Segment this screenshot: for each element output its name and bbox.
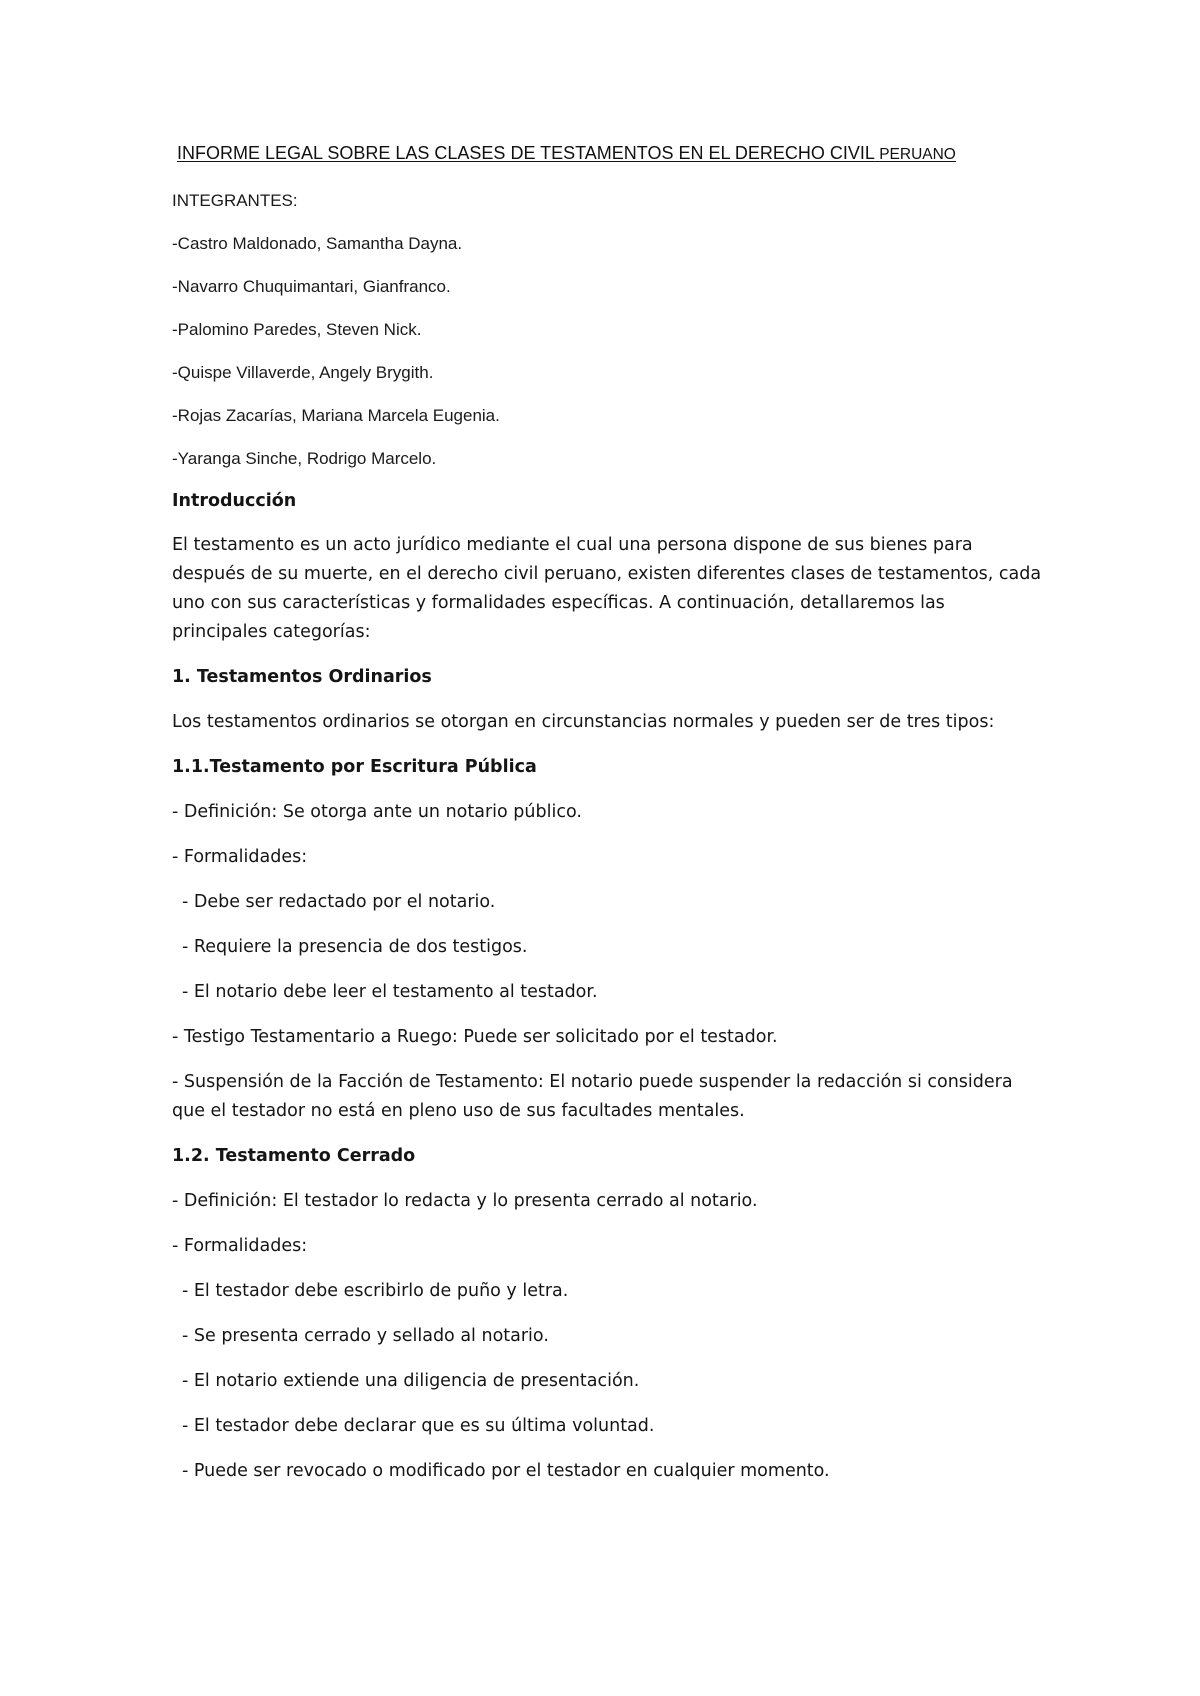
section-1-2-item: - El testador debe escribirlo de puño y letra. <box>182 1281 569 1301</box>
integrante-item: -Navarro Chuquimantari, Gianfranco. <box>172 277 451 296</box>
title-tail: PERUANO <box>879 146 956 163</box>
section-1-2-heading: 1.2. Testamento Cerrado <box>172 1146 416 1166</box>
section-1-1-item: - El notario debe leer el testamento al testador. <box>182 982 598 1002</box>
section-1-1-heading: 1.1.Testamento por Escritura Pública <box>172 757 537 777</box>
integrantes-block <box>172 190 1032 491</box>
section-1-2-item: - El notario extiende una diligencia de presentación. <box>182 1371 640 1391</box>
section-1-1-suspension: - Suspensión de la Facción de Testamento: El notario puede suspender la redacción si considera que el testador no está en pleno uso de sus facultades mentales. <box>172 1072 1013 1121</box>
section-1-1-definicion: - Definición: Se otorga ante un notario público. <box>172 802 582 822</box>
integrante-item: -Palomino Paredes, Steven Nick. <box>172 320 422 339</box>
section-1-paragraph: Los testamentos ordinarios se otorgan en circunstancias normales y pueden ser de tres tipos: <box>172 712 995 732</box>
section-1-2-item: - El testador debe declarar que es su última voluntad. <box>182 1416 655 1436</box>
title-main: INFORME LEGAL SOBRE LAS CLASES DE TESTAMENTOS EN EL DERECHO CIVIL <box>177 143 875 163</box>
document-body <box>172 487 1042 1486</box>
integrante-item: -Castro Maldonado, Samantha Dayna. <box>172 234 463 253</box>
section-1-heading: 1. Testamentos Ordinarios <box>172 667 432 687</box>
section-1-1-testigo: - Testigo Testamentario a Ruego: Puede ser solicitado por el testador. <box>172 1027 778 1047</box>
section-1-1-item: - Requiere la presencia de dos testigos. <box>182 937 528 957</box>
section-1-2-definicion: - Definición: El testador lo redacta y lo presenta cerrado al notario. <box>172 1191 758 1211</box>
section-1-2-formalidades: - Formalidades: <box>172 1236 308 1256</box>
section-1-2-item: - Puede ser revocado o modificado por el testador en cualquier momento. <box>182 1461 830 1481</box>
section-1-2-item: - Se presenta cerrado y sellado al notario. <box>182 1326 549 1346</box>
section-1-1-item: - Debe ser redactado por el notario. <box>182 892 496 912</box>
integrante-item: -Yaranga Sinche, Rodrigo Marcelo. <box>172 449 437 468</box>
integrante-item: -Rojas Zacarías, Mariana Marcela Eugenia. <box>172 406 500 425</box>
integrantes-label: INTEGRANTES: <box>172 191 298 210</box>
intro-paragraph: El testamento es un acto jurídico mediante el cual una persona dispone de sus bienes para después de su muerte, en el derecho civil peruano, existen diferentes clases de testamentos, cada uno con sus características y formalidades específicas. A continuación, detallaremos las principales categorías: <box>172 535 1042 642</box>
integrante-item: -Quispe Villaverde, Angely Brygith. <box>172 363 434 382</box>
document-title <box>177 142 1037 166</box>
section-1-1-formalidades: - Formalidades: <box>172 847 308 867</box>
intro-heading: Introducción <box>172 491 297 511</box>
